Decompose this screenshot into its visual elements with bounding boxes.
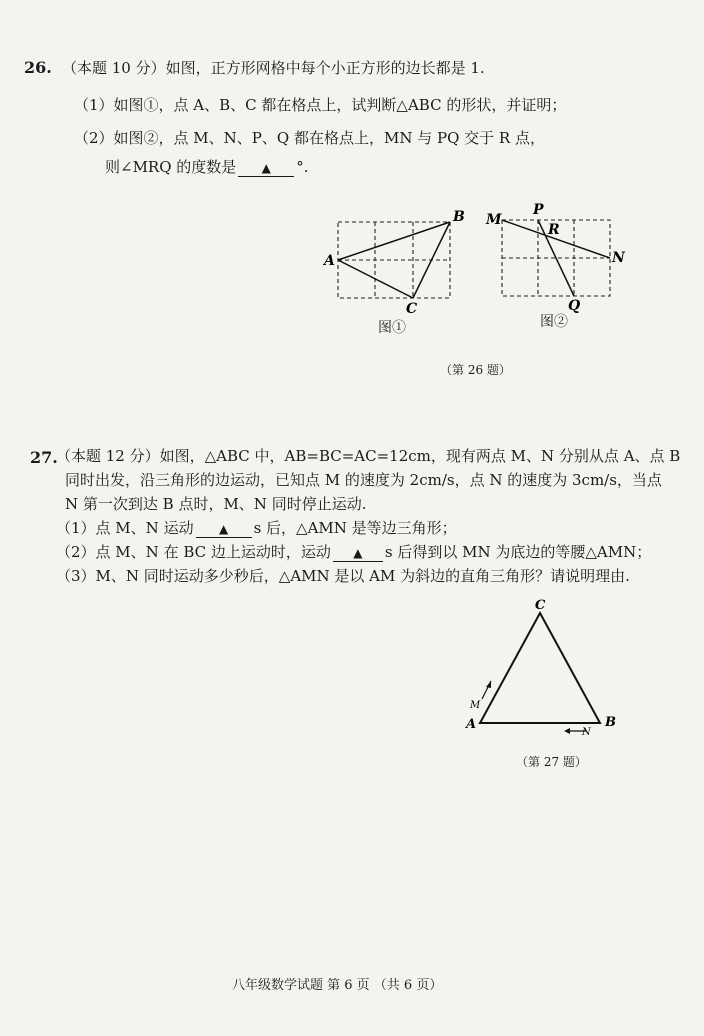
q27-part1-prefix: （1）点 M、N 运动: [56, 519, 194, 537]
fig1-label-a: A: [324, 253, 335, 269]
q27-label-n: N: [582, 727, 591, 738]
q26-part2-line1: （2）如图②，点 M、N、P、Q 都在格点上，MN 与 PQ 交于 R 点，: [74, 129, 545, 147]
q27-arrowhead-m: [486, 681, 491, 688]
q27-number: 27.: [30, 448, 58, 467]
q26-part2-suffix: °.: [296, 158, 309, 176]
q27-part3: （3）M、N 同时运动多少秒后，△AMN 是以 AM 为斜边的直角三角形？请说明理由.: [56, 567, 630, 585]
q27-part2-answer-blank[interactable]: ▲: [333, 545, 383, 562]
q27-label-c: C: [535, 598, 546, 613]
q26-part2-prefix: 则∠MRQ 的度数是: [105, 158, 237, 176]
fig2-label-p: P: [533, 202, 544, 218]
fig2-label-m: M: [486, 212, 502, 228]
fig2-label-r: R: [548, 222, 560, 238]
q27-figure: [460, 595, 620, 740]
q27-part1: [56, 518, 457, 538]
q26-figure-1: [320, 205, 470, 335]
page-footer: 八年级数学试题 第 6 页 （共 6 页）: [232, 978, 443, 993]
q27-part1-suffix: s 后，△AMN 是等边三角形；: [253, 519, 457, 537]
q26-caption: （第 26 题）: [440, 363, 511, 377]
q26-header: （本题 10 分）如图，正方形网格中每个小正方形的边长都是 1.: [62, 59, 485, 77]
fig2-label-n: N: [612, 250, 625, 266]
q27-label-b: B: [605, 715, 616, 730]
q27-line3: N 第一次到达 B 点时，M、N 同时停止运动.: [65, 495, 367, 513]
q26-answer-blank[interactable]: ▲: [238, 160, 294, 177]
q27-part2: [56, 542, 651, 562]
q27-triangle-abc: [480, 613, 600, 723]
fig2-label-q: Q: [568, 298, 581, 314]
q27-label-a: A: [466, 717, 477, 732]
q27-part1-answer-blank[interactable]: ▲: [196, 521, 252, 538]
q26-figure-2: [480, 200, 630, 315]
fig1-grid: [338, 222, 450, 298]
q26-number: 26.: [24, 58, 52, 77]
q26-part1: （1）如图①，点 A、B、C 都在格点上，试判断△ABC 的形状，并证明；: [74, 96, 567, 114]
q27-label-m: M: [470, 700, 481, 711]
q27-line1: （本题 12 分）如图，△ABC 中，AB=BC=AC=12cm，现有两点 M、N 分别从点 A、点 B: [56, 447, 681, 465]
q27-line2: 同时出发，沿三角形的边运动，已知点 M 的速度为 2cm/s，点 N 的速度为 3cm/s，当点: [65, 471, 662, 489]
q27-caption: （第 27 题）: [516, 755, 587, 769]
q26-part2-line2: [105, 157, 309, 177]
fig2-caption: 图②: [540, 314, 568, 330]
q27-part2-suffix: s 后得到以 MN 为底边的等腰△AMN；: [384, 543, 652, 561]
q27-part2-prefix: （2）点 M、N 在 BC 边上运动时，运动: [56, 543, 331, 561]
fig1-caption: 图①: [378, 320, 406, 336]
fig1-label-c: C: [406, 301, 418, 317]
q27-arrowhead-n: [564, 728, 570, 734]
fig1-label-b: B: [453, 209, 465, 225]
